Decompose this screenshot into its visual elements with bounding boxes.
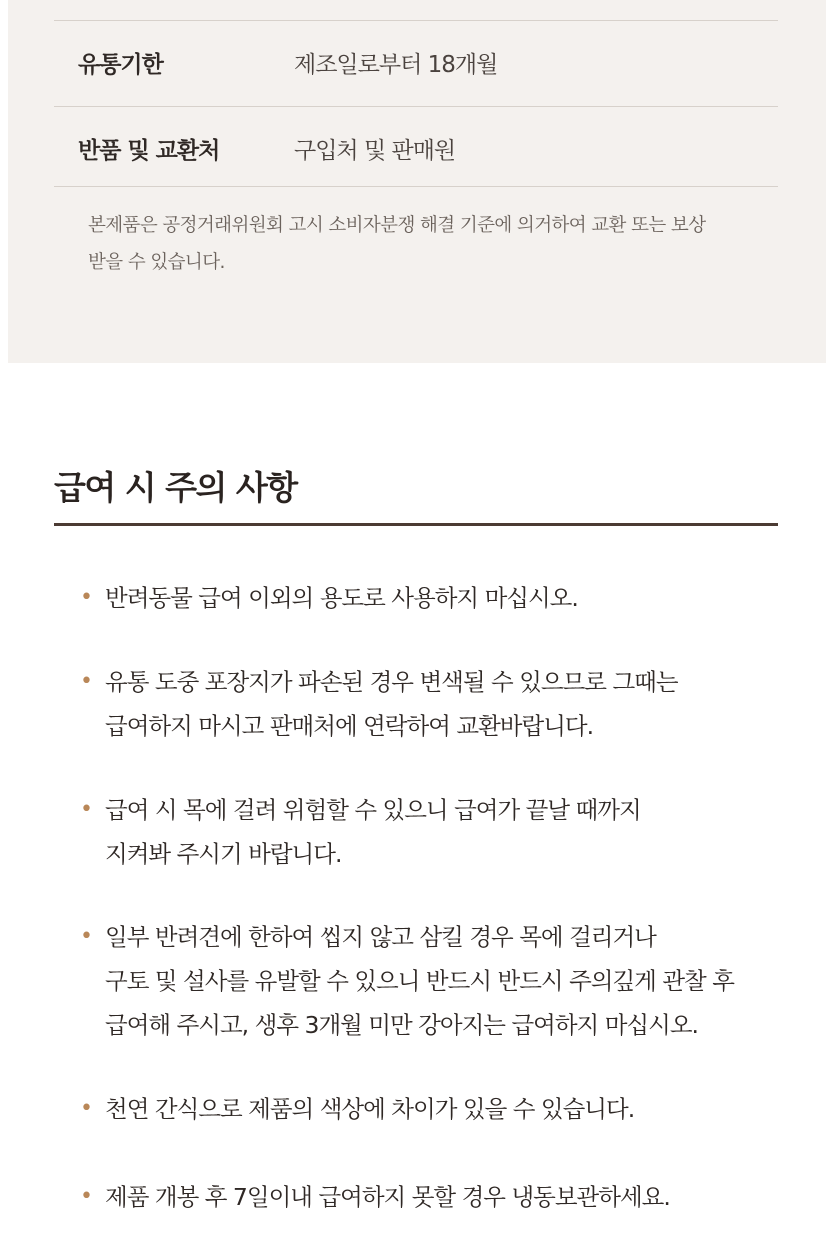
shelf-life-label: 유통기한 — [78, 52, 163, 78]
info-row-bottom-divider — [54, 186, 778, 187]
caution-line: 유통 도중 포장지가 파손된 경우 변색될 수 있으므로 그때는 — [105, 668, 678, 696]
return-exchange-label: 반품 및 교환처 — [78, 138, 220, 164]
product-info-panel — [8, 0, 826, 363]
consumer-dispute-notice — [88, 207, 788, 281]
cautions-title: 급여 시 주의 사항 — [54, 468, 297, 507]
caution-item — [80, 1175, 780, 1219]
info-row-return-exchange — [54, 106, 778, 187]
caution-item — [80, 576, 780, 620]
caution-line: 천연 간식으로 제품의 색상에 차이가 있을 수 있습니다. — [105, 1095, 635, 1123]
caution-line: 급여해 주시고, 생후 3개월 미만 강아지는 급여하지 마십시오. — [105, 1011, 699, 1039]
bullet-icon: • — [80, 669, 92, 694]
bullet-icon: • — [80, 924, 92, 949]
notice-line: 받을 수 있습니다. — [88, 252, 225, 273]
shelf-life-value: 제조일로부터 18개월 — [294, 52, 498, 78]
caution-item — [80, 788, 780, 876]
caution-line: 일부 반려견에 한하여 씹지 않고 삼킬 경우 목에 걸리거나 — [105, 923, 656, 951]
caution-line: 지켜봐 주시기 바랍니다. — [105, 840, 342, 868]
bullet-icon: • — [80, 585, 92, 610]
caution-line: 급여 시 목에 걸려 위험할 수 있으니 급여가 끝날 때까지 — [105, 796, 641, 824]
caution-line: 급여하지 마시고 판매처에 연락하여 교환바랍니다. — [105, 712, 594, 740]
caution-item — [80, 1087, 780, 1131]
caution-line: 반려동물 급여 이외의 용도로 사용하지 마십시오. — [105, 584, 578, 612]
caution-item — [80, 660, 780, 748]
cautions-title-rule — [54, 523, 778, 526]
info-row-shelf-life — [54, 20, 778, 107]
caution-item — [80, 915, 780, 1047]
return-exchange-value: 구입처 및 판매원 — [294, 138, 456, 164]
caution-line: 제품 개봉 후 7일이내 급여하지 못할 경우 냉동보관하세요. — [105, 1183, 670, 1211]
bullet-icon: • — [80, 797, 92, 822]
notice-line: 본제품은 공정거래위원회 고시 소비자분쟁 해결 기준에 의거하여 교환 또는 보상 — [88, 215, 706, 236]
bullet-icon: • — [80, 1184, 92, 1209]
caution-line: 구토 및 설사를 유발할 수 있으니 반드시 반드시 주의깊게 관찰 후 — [105, 967, 734, 995]
bullet-icon: • — [80, 1096, 92, 1121]
